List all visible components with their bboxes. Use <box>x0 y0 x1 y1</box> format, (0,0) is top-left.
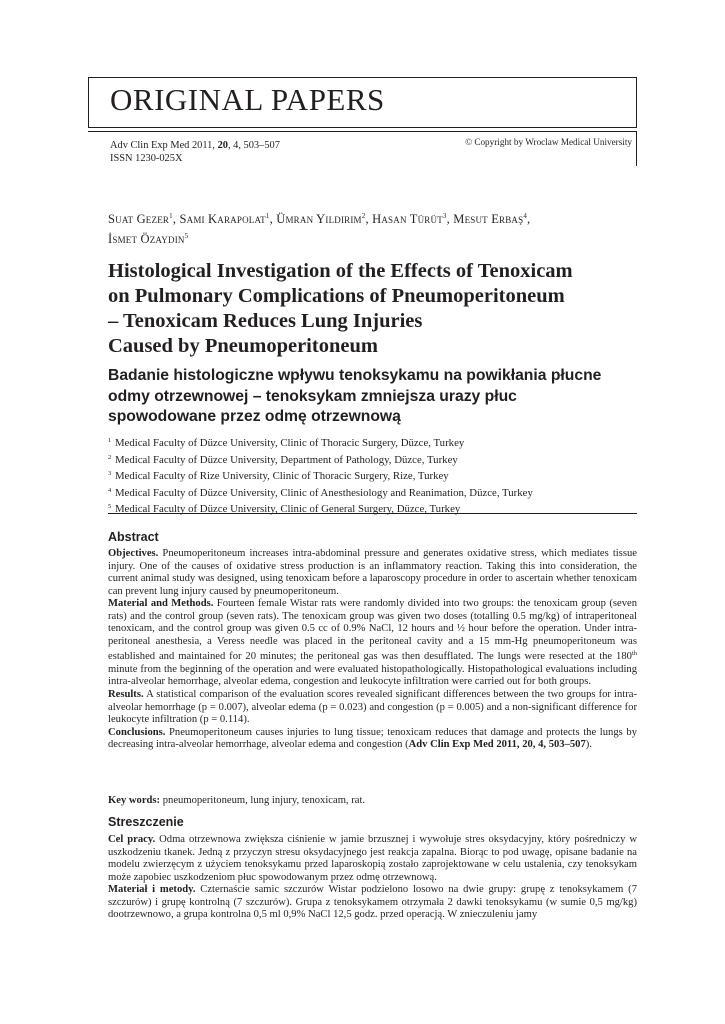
author: Suat Gezer <box>108 212 170 226</box>
streszczenie-heading: Streszczenie <box>108 815 184 829</box>
section-title: ORIGINAL PAPERS <box>110 82 385 117</box>
issn: ISSN 1230-025X <box>110 153 183 164</box>
author-list: Suat Gezer$^1$, Sami Karapolat$^1$, Ümran Yildirim$^2$, Hasan Türüt$^3$, Mesut Erbaş$^4$, İsmet Özaydin$^5$ <box>108 212 531 246</box>
keywords: Key words: pneumoperitoneum, lung injury, tenoxicam, rat. <box>108 795 366 806</box>
abstract-results: Results. A statistical comparison of the evaluation scores revealed significant differences between the two groups for intra-alveolar hemorrhage (p = 0.007), alveolar edema (p = 0.023) and congestion (p = 0.005) and a non-significant difference for leukocyte infiltration (p = 0.114). <box>108 689 637 726</box>
article-title-english: Histological Investigation of the Effects of Tenoxicam on Pulmonary Complications of Pneumoperitoneum – Tenoxicam Reduces Lung Injuries Caused by Pneumoperitoneum <box>108 260 573 357</box>
section-divider <box>108 513 637 514</box>
author: Mesut Erbaş <box>453 212 524 226</box>
streszczenie-body <box>108 834 637 922</box>
affiliation: $^1$ Medical Faculty of Düzce University, Clinic of Thoracic Surgery, Düzce, Turkey <box>108 437 465 449</box>
affiliation-list <box>108 434 638 517</box>
section-header-box <box>88 77 637 128</box>
streszczenie-cel: Cel pracy. Odma otrzewnowa zwiększa ciśnienie w jamie brzusznej i wywołuje stres oksydacyjny, który pośredniczy w uszkodzeniu tkanek. Jedną z przyczyn stresu oksydacyjnego jest reakcja zapalna. Biorąc to pod uwagę, opisane badanie na modelu zwierzęcym z użyciem tenoksykamu przed laparoskopią zostało zaprojektowane w celu ustalenia, czy tenoksykam może zapobiec uszkodzeniom płuc spowodowanym przez odmę otrzewnową. <box>108 834 637 883</box>
affiliation: $^2$ Medical Faculty of Düzce University, Department of Pathology, Düzce, Turkey <box>108 453 458 466</box>
journal-citation: Adv Clin Exp Med 2011, 20, 4, 503–507 ISSN 1230-025X <box>110 140 280 164</box>
copyright-notice: © Copyright by Wroclaw Medical University <box>465 137 632 147</box>
abstract-body <box>108 548 637 752</box>
abstract-heading: Abstract <box>108 530 159 544</box>
journal-info-box <box>88 131 637 166</box>
author: Hasan Türüt <box>372 212 443 226</box>
affiliation: $^4$ Medical Faculty of Düzce University, Clinic of Anesthesiology and Reanimation, Düzce, Turkey <box>108 486 533 499</box>
abstract-conclusions: Conclusions. Pneumoperitoneum causes injuries to lung tissue; tenoxicam reduces that damage and protects the lungs by decreasing intra-alveolar hemorrhage, alveolar edema and congestion (Adv Clin Exp Med 2011, 20, 4, 503–507). <box>108 726 637 751</box>
author: Sami Karapolat <box>179 212 266 226</box>
author: Ümran Yildirim <box>276 212 362 226</box>
author: İsmet Özaydin <box>108 232 185 246</box>
article-title-polish: Badanie histologiczne wpływu tenoksykamu na powikłania płucne odmy otrzewnowej – tenoksykam zmniejsza urazy płuc spowodowane przez odmę otrzewnową <box>108 367 602 425</box>
abstract-methods: Material and Methods. Fourteen female Wistar rats were randomly divided into two groups: the tenoxicam group (seven rats) and the control group (seven rats). The tenoxicam group was given two doses (totalling 0.5 mg/kg) of intraperitoneal tenoxicam, and the control group was given 0.5 cc of 0.9% NaCl, 12 hours and ½ hour before the operation. Under intra-peritoneal anesthesia, a Veress needle was placed in the peritoneal cavity and a 15 mm-Hg pneumoperitoneum was established and maintained for 20 minutes; the peritoneal gas was then desufflated. The lungs were resected at the 180th minute from the beginning of the operation and were evaluated histopathologically. Histopathological evaluations including intra-alveolar hemorrhage, alveolar edema, congestion and leukocyte infiltration were carried out for both groups. <box>108 598 637 688</box>
affiliation: $^5$ Medical Faculty of Düzce University, Clinic of General Surgery, Düzce, Turkey <box>108 503 461 515</box>
affiliation: $^3$ Medical Faculty of Rize University, Clinic of Thoracic Surgery, Rize, Turkey <box>108 470 449 482</box>
streszczenie-metody: Materiał i metody. Czternaście samic szczurów Wistar podzielono losowo na dwie grupy: grupę z tenoksykamem (7 szczurów) i grupę kontrolną (7 szczurów). Grupa z tenoksykamem otrzymała 2 dawki tenoksykamu (w sumie 0,5 mg/kg) dootrzewnowo, a grupa kontrolna 0,5 ml 0,9% NaCl 12,5 godz. przed operacją. W znieczuleniu jamy <box>108 884 637 921</box>
abstract-objectives: Objectives. Pneumoperitoneum increases intra-abdominal pressure and generates oxidative stress, which mediates tissue injury. One of the causes of oxidative stress production is an inflammatory reaction. Taking this into consideration, the current animal study was designed, using tenoxicam before a laparoscopy procedure in order to ascertain whether tenoxicam can prevent lung injury caused by pneumoperitoneum. <box>108 548 637 597</box>
